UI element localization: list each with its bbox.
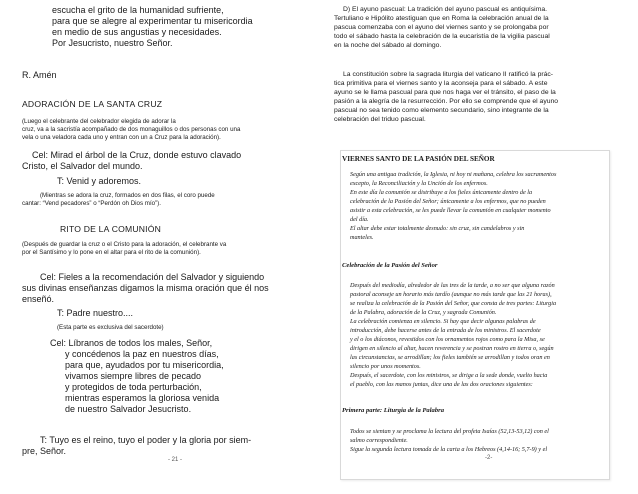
communion-note-line: (Después de guardar la cruz o el Cristo para la adoración, el celebrante va	[22, 241, 227, 248]
libranos-line: para que, ayudados por tu misericordia,	[65, 360, 224, 370]
adoration-rubric-line: (Mientras se adora la cruz, formados en dos filas, el coro puede	[40, 192, 215, 199]
communion-note-line: por el Santísimo y lo pone en el altar para el rito de la comunión).	[22, 249, 201, 256]
adoration-rubric-line: cantar: “Vend pecadores” o “Perdón oh Dios mío”).	[22, 200, 161, 207]
communion-title: RITO DE LA COMUNIÓN	[60, 224, 162, 234]
people-doxology-line: pre, Señor.	[22, 446, 67, 456]
celebrant-line: sus divinas enseñanzas digamos la misma oración que él nos	[22, 283, 269, 293]
celebration-line: se realiza la celebración de la Pasión del Señor, que consta de tres partes: Liturgia	[350, 300, 557, 307]
intro-line: escucha el grito de la humanidad sufriente,	[52, 5, 224, 15]
libranos-line: Cel: Líbranos de todos los males, Señor,	[50, 338, 213, 348]
part-one-line: Sigue la segunda lectura tomada de la carta a los Hebreos (4,14-16; 5,7-9) y el	[350, 446, 548, 453]
box-intro-line: celebración de la Pasión del Señor; únicamente a los enfermos, que no pueden	[350, 198, 546, 205]
celebration-line: las circunstancias, se arrodillan; los fieles también se arrodillan y todos oran en	[350, 354, 550, 361]
celebration-line: La celebración comienza en silencio. Si hay que decir algunas palabras de	[350, 318, 536, 325]
celebration-line: y el o los diáconos, revestidos con los ornamentos rojos como para la Misa, se	[350, 336, 545, 343]
part-one-line: Todos se sientan y se proclama la lectura del profeta Isaías (52,13-53,12) con el	[350, 428, 549, 435]
page-number: -2-	[485, 455, 493, 461]
constitution-line: celebración del triduo pascual.	[334, 116, 426, 123]
constitution-line: pascual no sea tenido como elemento secundario, sino integrante de la	[334, 107, 549, 114]
part-one-title: Primera parte: Liturgia de la Palabra	[342, 407, 445, 414]
libranos-line: mientras esperamos la gloriosa venida	[65, 393, 220, 403]
intro-line: para que se alegre al experimentar tu misericordia	[52, 16, 253, 26]
celebrant-line: Cel: Fieles a la recomendación del Salvador y siguiendo	[40, 272, 265, 282]
celebration-line: Después del mediodía, alrededor de las tres de la tarde, a no ser que alguna razón	[350, 282, 555, 289]
box-intro-line: Según una antigua tradición, la Iglesia, ni hoy ni mañana, celebra los sacramentos	[350, 171, 557, 178]
box-intro-line: En este día la comunión se distribuye a los fieles únicamente dentro de la	[350, 189, 533, 196]
box-intro-line: asistir a esta celebración, se les puede llevar la comunión en cualquier momento	[350, 207, 551, 214]
celebration-line: dirigen en silencio al altar, hacen reverencia y se postran rostro en tierra o, según	[350, 345, 554, 352]
celebration-line: el pueblo, con las manos juntas, dice una de las dos oraciones siguientes:	[350, 381, 533, 388]
celebrant-line: Cristo, el Salvador del mundo.	[22, 161, 143, 171]
page-number: - 21 -	[168, 457, 183, 463]
people-doxology-line: T: Tuyo es el reino, tuyo el poder y la gloria por siem-	[40, 435, 252, 445]
priest-rubric: (Esta parte es exclusiva del sacerdote)	[57, 324, 164, 331]
box-intro-line: del día.	[350, 216, 369, 223]
celebrant-line: enseñó.	[22, 294, 55, 304]
libranos-line: y concédenos la paz en nuestros días,	[65, 349, 219, 359]
people-response: T: Padre nuestro....	[57, 308, 134, 318]
libranos-line: de nuestro Salvador Jesucristo.	[65, 404, 192, 414]
box-title: VIERNES SANTO DE LA PASIÓN DEL SEÑOR	[342, 155, 495, 163]
box-intro-line: El altar debe estar totalmente desnudo: sin cruz, sin candelabros y sin	[350, 225, 525, 232]
paschal-fast-line: todo el sábado hasta la celebración de la eucaristía de la vigilia pascual	[334, 33, 550, 40]
adoration-note-line: (Luego el celebrante del celebrador elegida de adorar la	[22, 118, 176, 125]
part-one-line: salmo correspondiente.	[350, 437, 408, 444]
celebration-line: silencio por unos momentos.	[350, 363, 421, 370]
libranos-line: vivamos siempre libres de pecado	[65, 371, 202, 381]
intro-line: en medio de sus angustias y necesidades.	[52, 27, 222, 37]
adoration-note-line: cruz, va a la sacristía acompañado de dos monaguillos o dos personas con una	[22, 126, 241, 133]
paschal-fast-line: en la noche del sábado al domingo.	[334, 42, 442, 49]
constitution-line: tica primitiva para el viernes santo y la aconseja para el sábado. A este	[334, 80, 548, 87]
people-response: T: Venid y adoremos.	[57, 176, 142, 186]
box-intro-line: manteles.	[350, 234, 374, 241]
paschal-fast-line: Tertuliano e Hipólito atestiguan que en Roma la celebración anual de la	[334, 15, 549, 22]
constitution-line: La constitución sobre la sagrada liturgia del vaticano II ratificó la prác-	[343, 71, 554, 78]
libranos-line: y protegidos de toda perturbación,	[65, 382, 202, 392]
celebration-title: Celebración de la Pasión del Señor	[342, 262, 438, 269]
intro-line: Por Jesucristo, nuestro Señor.	[52, 38, 173, 48]
adoration-title: ADORACIÓN DE LA SANTA CRUZ	[22, 99, 163, 109]
constitution-line: ayuno se le llama pascual para que nos haga ver el tránsito, el paso de la	[334, 89, 556, 96]
adoration-note-line: vela o una veladora cada uno y entran con un a Cruz para la adoración).	[22, 134, 221, 141]
box-intro-line: excepto, la Reconciliación y la Unción de los enfermos.	[350, 180, 488, 187]
constitution-line: pasión a la alegría de la resurrección. Por ello se comprende que el ayuno	[334, 98, 559, 105]
celebration-line: Después, el sacerdote, con los ministros, se dirige a la sede donde, vuelto hacia	[350, 372, 548, 379]
paschal-fast-line: pascua comenzaba con el ayuno del viernes santo y se prolongaba por	[334, 24, 549, 31]
celebrant-line: Cel: Mirad el árbol de la Cruz, donde estuvo clavado	[32, 150, 242, 160]
celebration-line: de la Palabra, adoración de la Cruz, y sagrada Comunión.	[350, 309, 497, 316]
celebration-line: pastoral aconseje un horario más tardío (aunque no más tarde que las 21 horas),	[350, 291, 552, 298]
amen-response: R. Amén	[22, 70, 57, 80]
paschal-fast-line: D) El ayuno pascual: La tradición del ayuno pascual es antiquísima.	[343, 6, 548, 13]
celebration-line: introducción, debe hacerse antes de la entrada de los ministros. El sacerdote	[350, 327, 541, 334]
